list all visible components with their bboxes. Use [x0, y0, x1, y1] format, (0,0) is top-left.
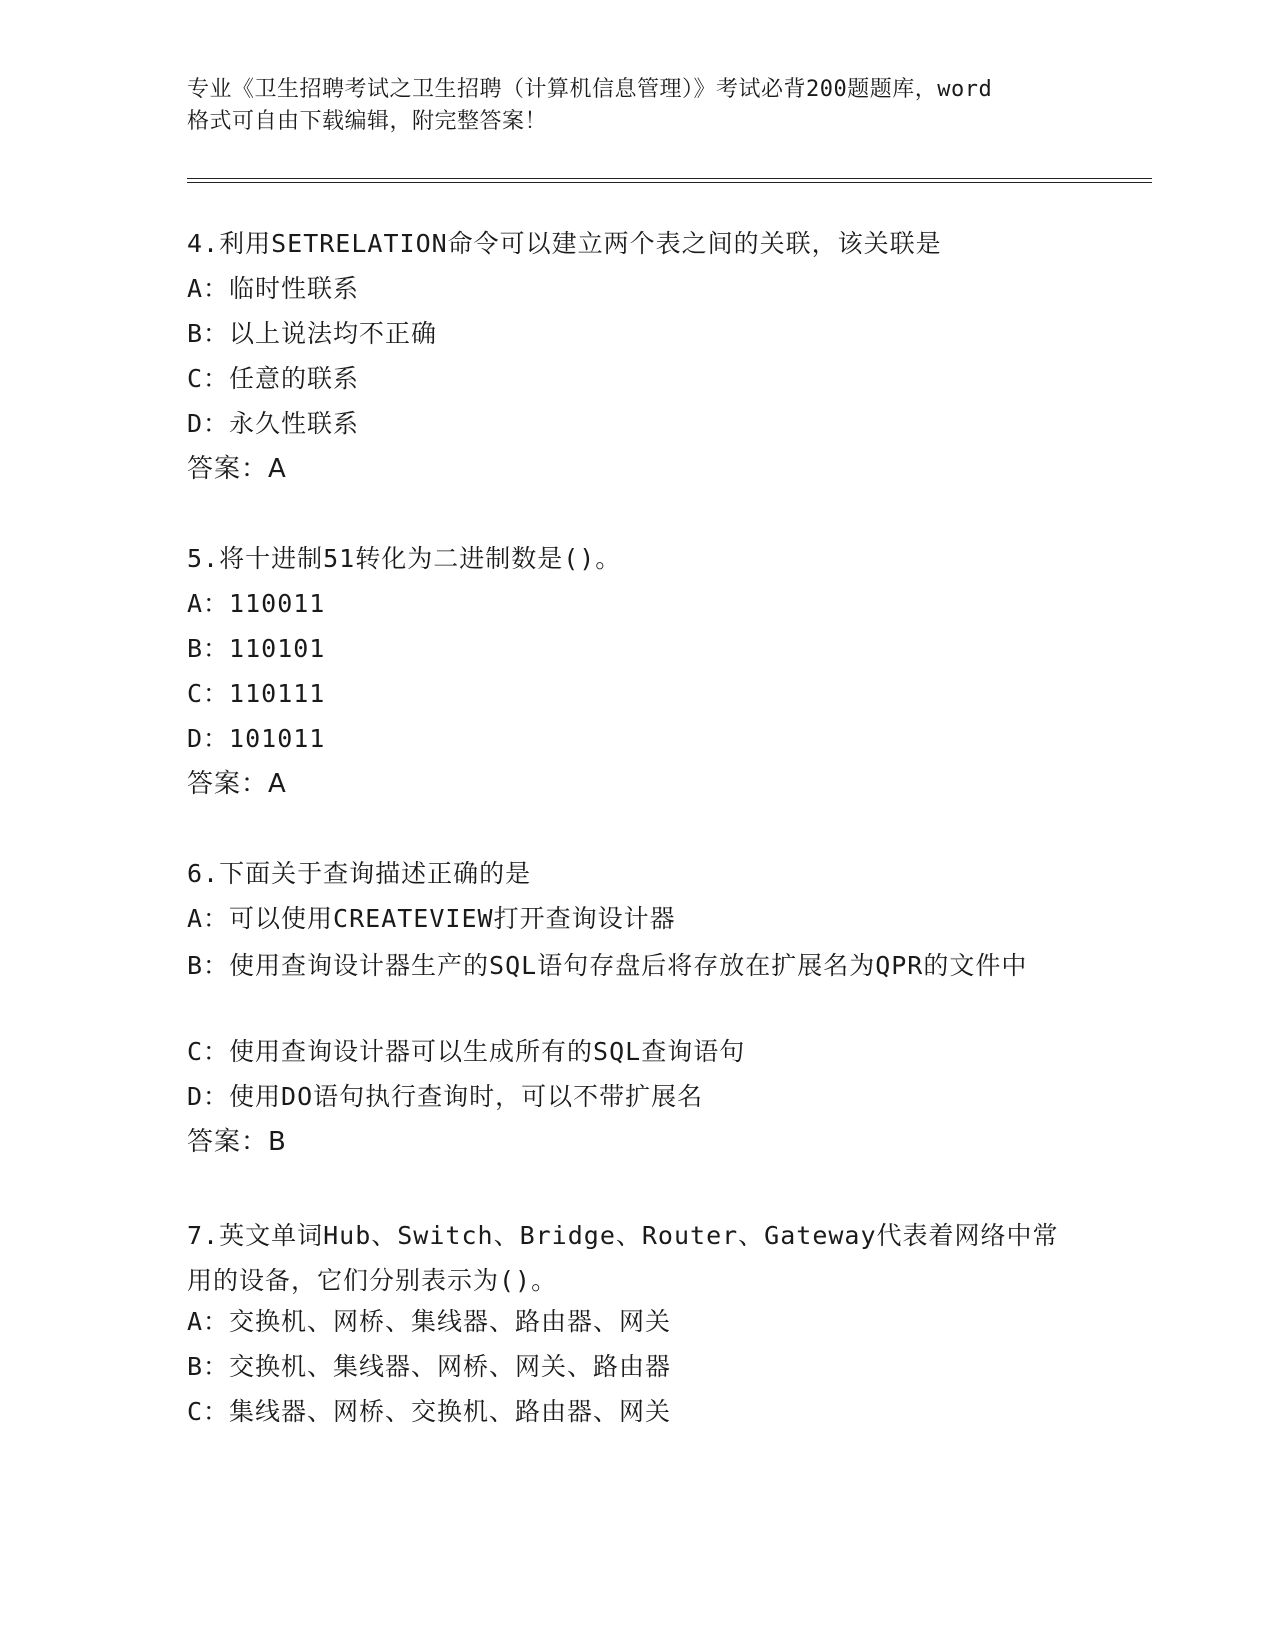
- question-7-option-c: C：集线器、网桥、交换机、路由器、网关: [187, 1397, 672, 1426]
- question-6-option-b: B：使用查询设计器生产的SQL语句存盘后将存放在扩展名为QPR的文件中: [187, 951, 1028, 980]
- question-5-option-c: C：110111: [187, 679, 326, 708]
- question-6-answer: 答案：B: [187, 1127, 287, 1157]
- question-4-option-d: D：永久性联系: [187, 409, 360, 438]
- question-5-option-d: D：101011: [187, 724, 326, 753]
- question-7-stem: 7.英文单词Hub、Switch、Bridge、Router、Gateway代表着网络中常用的设备，它们分别表示为()。: [187, 1221, 1059, 1295]
- question-4-stem: 4.利用SETRELATION命令可以建立两个表之间的关联，该关联是: [187, 229, 942, 258]
- question-6-option-a: A：可以使用CREATEVIEW打开查询设计器: [187, 904, 676, 933]
- question-6-option-c: C：使用查询设计器可以生成所有的SQL查询语句: [187, 1037, 746, 1066]
- question-5-stem: 5.将十进制51转化为二进制数是()。: [187, 544, 622, 573]
- question-5-option-a: A：110011: [187, 589, 326, 618]
- header-line-1: 专业《卫生招聘考试之卫生招聘（计算机信息管理）》考试必背200题题库，word: [187, 77, 993, 102]
- header-divider-bottom: [187, 182, 1152, 183]
- header-line-2: 格式可自由下载编辑，附完整答案！: [187, 109, 548, 134]
- question-6-stem: 6.下面关于查询描述正确的是: [187, 859, 532, 888]
- question-5-option-b: B：110101: [187, 634, 326, 663]
- question-4-option-c: C：任意的联系: [187, 364, 360, 393]
- header-divider-top: [187, 178, 1152, 179]
- question-7-option-a: A：交换机、网桥、集线器、路由器、网关: [187, 1307, 672, 1336]
- question-4-option-a: A：临时性联系: [187, 274, 360, 303]
- question-7-option-b: B：交换机、集线器、网桥、网关、路由器: [187, 1352, 672, 1381]
- document-header: [187, 74, 1087, 138]
- question-5-answer: 答案：A: [187, 769, 287, 799]
- question-4-option-b: B：以上说法均不正确: [187, 319, 438, 348]
- question-6-option-d: D：使用DO语句执行查询时，可以不带扩展名: [187, 1082, 704, 1111]
- question-4-answer: 答案：A: [187, 454, 287, 484]
